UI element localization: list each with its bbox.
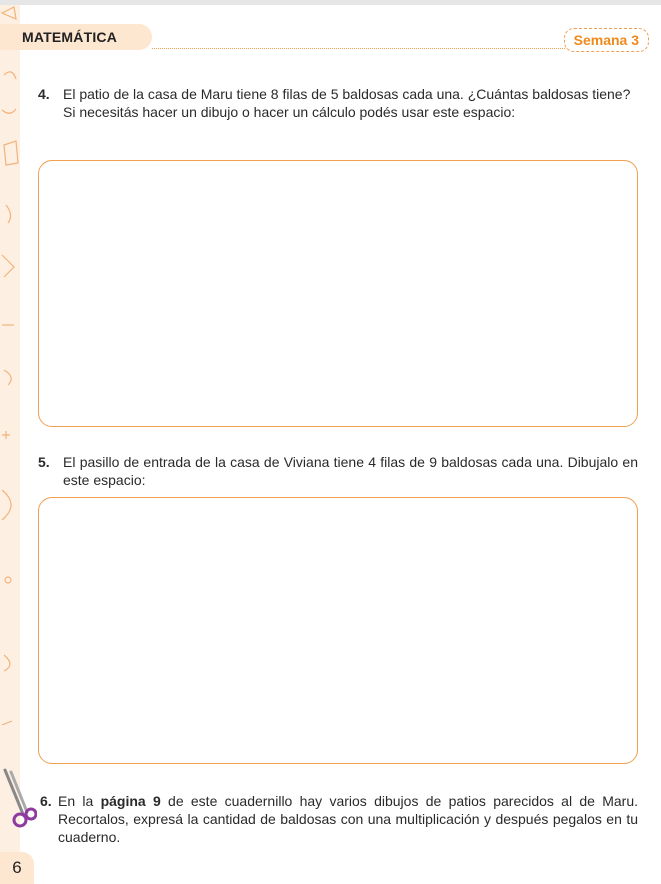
answer-box-4[interactable] (38, 160, 638, 427)
exercise-text-before: En la (58, 793, 101, 809)
exercise-text: El patio de la casa de Maru tiene 8 filas de 5 baldosas cada una. ¿Cuántas baldosas tiene? (63, 86, 631, 102)
exercise-6 (38, 792, 638, 846)
answer-box-5[interactable] (38, 497, 638, 764)
exercise-number: 6. (40, 793, 52, 809)
exercise-number: 4. (38, 86, 50, 102)
exercise-text-after: de este cuadernillo hay varios dibujos de patios parecidos al de Maru. Recortalos, expresá la cantidad de baldosas con una multiplicación y después pegalos en tu cuaderno. (58, 793, 638, 845)
exercise-instruction: Si necesitás hacer un dibujo o hacer un cálculo podés usar este espacio: (63, 104, 516, 120)
decorative-doodles-icon (0, 5, 20, 884)
top-strip (0, 0, 661, 5)
exercise-5 (38, 453, 638, 489)
decorative-sidebar (0, 5, 20, 884)
subject-title: MATEMÁTICA (22, 29, 118, 45)
page-number: 6 (0, 852, 34, 884)
week-badge: Semana 3 (564, 28, 649, 52)
page-reference: página 9 (100, 793, 161, 809)
exercise-text: El pasillo de entrada de la casa de Viviana tiene 4 filas de 9 baldosas cada una. Dibujalo en este espacio: (63, 454, 638, 488)
exercise-number: 5. (38, 454, 50, 470)
scissors-icon (3, 768, 37, 834)
exercise-4 (38, 85, 638, 121)
